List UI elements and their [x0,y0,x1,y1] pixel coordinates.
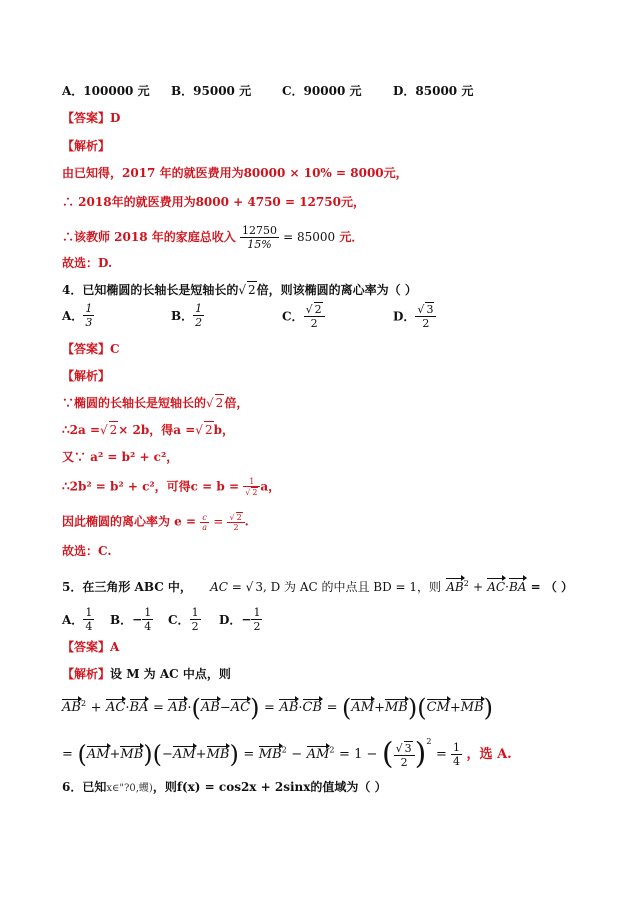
q5-option-d [219,606,262,633]
op: · [505,580,509,594]
q3-analysis-tag: 【解析】 [62,139,111,153]
q4-answer [62,341,120,357]
text: 倍， [224,396,249,410]
op: = 1 − [339,747,378,762]
op: − [291,747,303,762]
op: + [195,747,207,762]
q3-frac-num: 12750 [241,224,277,237]
answer-tag: 【答案】 [62,342,111,356]
text: AC = [210,580,246,594]
op: = [243,747,255,762]
op: + [90,700,102,716]
exp: 2 [426,737,432,746]
q4-stem-b: 倍，则该椭圆的离心率为（ ） [256,283,417,297]
analysis-tag: 【解析】 [62,667,111,681]
q5-analysis [62,666,231,682]
q3-frac-result: = 85000 [283,230,336,244]
den: 2 [195,316,203,329]
frac [142,606,153,633]
text: . [244,514,249,529]
den: a [202,522,208,532]
q4-option-a-frac [83,302,94,329]
vector-am: AM [351,700,375,716]
op: − [219,700,231,716]
den: 4 [144,620,152,633]
sqrt-symbol: √ [238,283,247,297]
q4-stem-a: 4．已知椭圆的长轴长是短轴长的 [62,283,239,297]
op: = [435,747,452,762]
q4-option-d [393,302,436,330]
radicand: 2 [204,423,213,437]
op: = [152,700,164,716]
num: 2 [314,303,322,316]
radicand: 2 [215,396,224,410]
q4-frac-c-over-a [200,513,209,532]
op: = [326,700,338,716]
q4-option-d-frac: $\frac{√ 3}{2}$ [415,302,436,330]
text: ，则f(x) = cos2x + 2sinx的值域为（ ） [152,780,387,794]
vector-am: AM [306,747,330,762]
num: 3 [426,303,434,316]
den: 2 [191,620,199,633]
exp: 2 [281,745,287,755]
q4-line-2: ∴2a =√ 2× 2b，得a =√ 2b， [62,423,234,437]
q3-option-b: B．95000 元 [171,84,252,98]
q3-line-3 [62,224,363,251]
q4-conclusion: 故选：C. [62,544,112,558]
vector-ac: AC [487,580,506,594]
num: 1 [195,302,203,315]
den: 2 [304,316,325,330]
vector-ba: BA [508,580,527,594]
q3-line-3-text: ∴该教师 2018 年的家庭总收入 [62,230,236,244]
label: C． [168,613,190,627]
vector-mb: MB [384,700,408,716]
label: B． [110,613,133,627]
op: = [264,700,275,716]
q4-line-3: 又∵ a² = b² + c²， [62,450,179,464]
den: 4 [85,620,93,633]
q5-stem: 5．在三角形 ABC 中， AC = √ 3, D 为 AC 的中点且 BD = 1，则 $AB^2 + AC\cdot BA$ = （ ） [62,579,574,594]
vector-am: AM [86,747,110,762]
answer-value: D [110,111,121,125]
num: 1 [191,606,199,619]
op: + [473,580,484,594]
num: 3 [404,741,412,755]
sign: − [132,612,143,627]
vector-mb: MB [120,747,144,762]
q4-stem-radicand: 2 [248,283,256,297]
vector-cm: CM [426,700,450,716]
q3-conclusion: 故选：D. [62,256,113,270]
sign: − [241,612,252,627]
q4-line-4 [62,477,280,497]
vector-am: AM [172,747,196,762]
op: · [298,700,303,716]
den: 3 [85,316,93,329]
op: + [109,747,121,762]
q3-line-3-tail: 元． [339,230,364,244]
text: ∵椭圆的长轴长是短轴长的 [62,396,207,410]
vector-ab: AB [62,700,81,716]
text: ∴2b² = b² + c²，可得c = b = [62,479,240,494]
op: · [187,700,192,716]
q3-option-d: D．85000 元 [393,84,474,98]
q3-option-c: C．90000 元 [282,84,362,98]
den: 2 [227,522,244,532]
op: · [125,700,130,716]
q5-derivation-2: = $(AM+MB)(-AM+MB) = MB^2 - AM^2 = 1$ − ( $\frac{√ 3}{2}$ )$^2$ = $\frac{1}{4}$ ，选 A. [62,736,512,772]
q5-option-c [168,606,201,633]
vector-mb: MB [258,747,282,762]
q4-option-a [62,302,94,329]
q5-option-b [110,606,153,633]
q4-frac-sqrt2-over-2: $\frac{√ 2}{2}$ [227,512,244,532]
q4-option-d-label: D． [393,309,416,324]
q4-line-5: 因此椭圆的离心率为 e = $\frac{c}{a}$ = $\frac{√ 2}{2}$ . [62,512,249,532]
tail-text: ，选 A. [466,747,512,762]
radicand: 2 [109,423,118,437]
answer-tag: 【答案】 [62,111,111,125]
vector-ac: AC [230,700,251,716]
num: c [202,512,207,522]
sqrt3-over-2: $\frac{√ 3}{2}$ [394,741,415,769]
text: 6．已知 [62,780,107,794]
op: − [162,747,173,762]
frac [251,606,262,633]
num: 1 [85,302,93,315]
den: 4 [453,755,461,768]
exp: 2 [80,699,87,708]
q4-line-1: ∵椭圆的长轴长是短轴长的√ 2倍， [62,396,249,410]
text: a， [260,479,281,494]
num: 1 [453,741,461,754]
text: b， [213,423,234,437]
den: 2 [415,316,436,330]
text: 因此椭圆的离心率为 e = [62,514,197,529]
vector-ab: AB [168,700,188,716]
q4-analysis-tag: 【解析】 [62,369,111,383]
num: 1 [85,606,93,619]
op: + [374,700,385,716]
result-frac [451,741,462,768]
num: 2 [236,513,242,522]
text: 3, D 为 AC 的中点且 BD = 1，则 [255,580,442,594]
num: 1 [144,606,152,619]
garbled-text: x∈"?0,蠼) [106,783,153,794]
q3-line-1: 由已知得，2017 年的就医费用为80000 × 10% = 8000元， [62,166,408,180]
answer-tag: 【答案】 [62,640,111,654]
q3-line-2: ∴ 2018年的就医费用为8000 + 4750 = 12750元， [62,195,365,209]
vector-ba: BA [129,700,149,716]
q4-option-c [282,302,325,330]
q4-option-a-label: A． [62,309,84,323]
vector-mb: MB [206,747,230,762]
label: D． [219,613,242,627]
q5-derivation-1: $AB^2 + AC\cdot BA = AB\cdot(AB-AC) = AB\cdot CB = (AM+MB)(CM+MB)$ [62,693,494,722]
vector-mb: MB [460,700,484,716]
exp: 2 [329,745,335,755]
answer-value: A [110,640,120,654]
text: = （ ） [530,580,574,594]
analysis-text: 设 M 为 AC 中点，则 [110,667,231,681]
q4-option-c-frac: $\frac{√ 2}{2}$ [304,302,325,330]
q3-answer [62,110,120,126]
op: = [62,747,73,762]
q4-frac-1-over-sqrt2: $\frac{1}{√ 2}$ [243,477,260,497]
num: 1 [249,477,255,486]
label: A． [62,613,84,627]
text: × 2b，得a = [118,423,196,437]
den: 2 [252,488,258,497]
den: 2 [394,755,415,769]
text: ∴2a = [62,423,100,437]
q4-stem [62,281,417,298]
q3-option-a: A．100000 元 [62,84,150,98]
frac [83,606,94,633]
q5-answer [62,639,119,655]
frac [190,606,201,633]
exp: 2 [463,579,469,588]
num: 1 [253,606,261,619]
vector-cb: CB [302,700,323,716]
vector-ab: AB [446,580,464,594]
q4-option-c-label: C． [282,309,304,324]
q4-option-b-frac [193,302,204,329]
q5-option-a [62,606,94,633]
vector-ac: AC [106,700,126,716]
q6-stem [62,779,387,797]
q3-frac-den: 15% [240,237,279,251]
q4-option-b [171,302,204,329]
q4-option-b-label: B． [171,309,194,323]
op: + [449,700,461,716]
vector-ab: AB [279,700,299,716]
text: 5．在三角形 ABC 中， [62,580,192,594]
vector-ab: AB [200,700,220,716]
den: 2 [253,620,261,633]
answer-value: C [110,342,120,356]
q3-fraction [240,224,279,251]
